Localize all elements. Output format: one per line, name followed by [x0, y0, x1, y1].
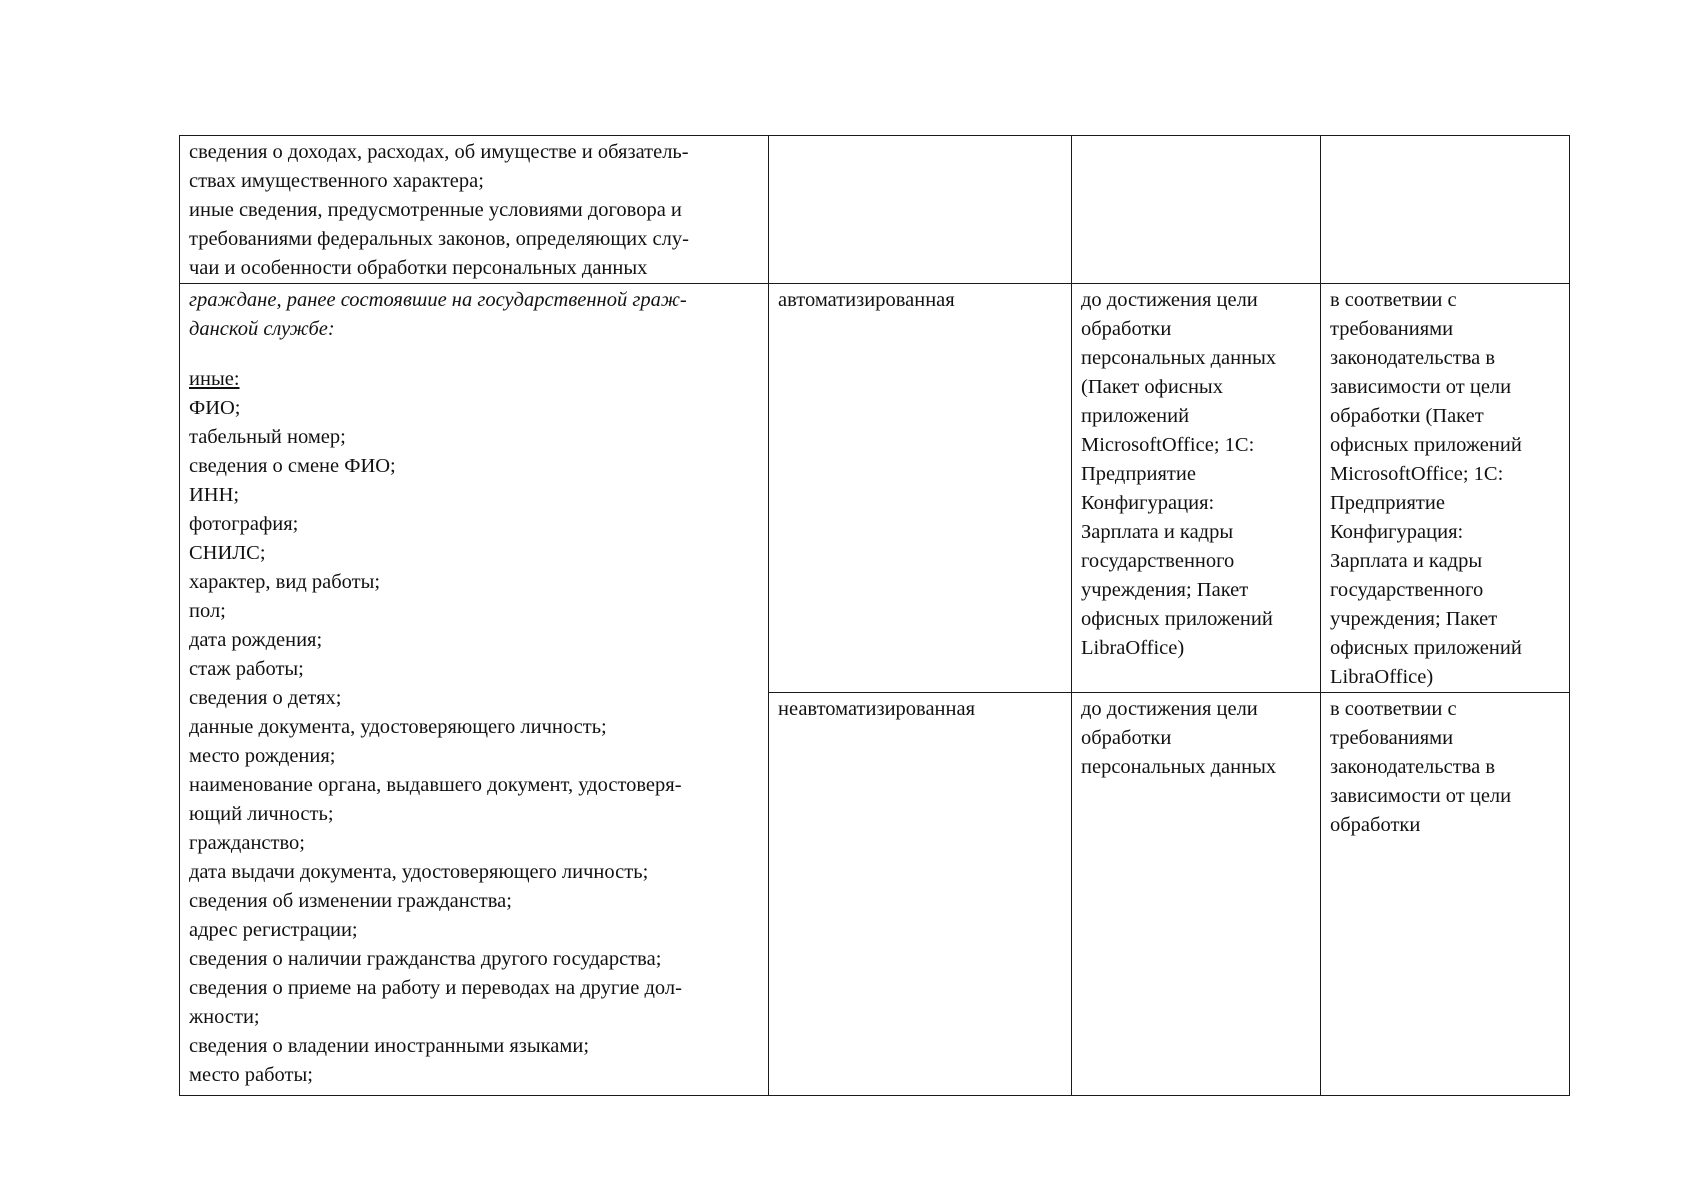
data-item: сведения о детях;: [189, 687, 342, 709]
processing-method: неавтоматизированная: [778, 698, 976, 720]
processing-method-cell: [769, 136, 1072, 284]
storage-term-cell: [1321, 284, 1570, 693]
text-line: обработки (Пакет: [1330, 405, 1484, 427]
processing-term-cell: [1072, 136, 1321, 284]
text-line: до достижения цели: [1081, 289, 1258, 311]
data-item: СНИЛС;: [189, 542, 266, 564]
data-item: наименование органа, выдавшего документ, удостоверя-: [189, 774, 682, 796]
text-line: Конфигурация:: [1330, 521, 1464, 543]
table-row: [180, 284, 1570, 693]
text-line: требованиями: [1330, 318, 1454, 340]
storage-term-cell: [1321, 136, 1570, 284]
data-item: гражданство;: [189, 832, 305, 854]
text-line: офисных приложений: [1330, 434, 1522, 456]
text-line: LibraOffice): [1081, 637, 1185, 659]
data-item: стаж работы;: [189, 658, 304, 680]
text-line: государственного: [1330, 579, 1484, 601]
data-item: сведения об изменении гражданства;: [189, 890, 512, 912]
text-line: в соответвии с: [1330, 698, 1457, 720]
text-line: учреждения; Пакет: [1330, 608, 1498, 630]
processing-term-cell: [1072, 284, 1321, 693]
data-item: жности;: [189, 1006, 260, 1028]
text-line: зависимости от цели: [1330, 376, 1512, 398]
data-item: пол;: [189, 600, 226, 622]
text-line: MicrosoftOffice; 1С:: [1081, 434, 1255, 456]
data-item: место рождения;: [189, 745, 336, 767]
data-item: сведения о смене ФИО;: [189, 455, 396, 477]
data-item: фотография;: [189, 513, 299, 535]
text-line: до достижения цели: [1081, 698, 1258, 720]
processing-method: автоматизированная: [778, 289, 955, 311]
text-line: чаи и особенности обработки персональных данных: [189, 257, 648, 279]
processing-term-cell: [1072, 693, 1321, 1096]
data-item: ФИО;: [189, 397, 241, 419]
text-line: персональных данных: [1081, 756, 1277, 778]
spacer: [189, 344, 759, 365]
data-item: сведения о владении иностранными языками;: [189, 1035, 590, 1057]
text-line: требованиями: [1330, 727, 1454, 749]
text-line: LibraOffice): [1330, 666, 1434, 688]
processing-method-cell: [769, 693, 1072, 1096]
data-item: сведения о приеме на работу и переводах на другие дол-: [189, 977, 682, 999]
text-line: Предприятие: [1081, 463, 1196, 485]
text-line: (Пакет офисных: [1081, 376, 1223, 398]
text-line: офисных приложений: [1330, 637, 1522, 659]
text-line: Зарплата и кадры: [1330, 550, 1483, 572]
subjects-data-cell: [180, 284, 769, 1096]
data-item: сведения о наличии гражданства другого государства;: [189, 948, 662, 970]
data-item: данные документа, удостоверяющего личность;: [189, 716, 607, 738]
subject-category: данской службе:: [189, 318, 335, 340]
group-label: иные:: [189, 368, 240, 390]
text-line: Предприятие: [1330, 492, 1445, 514]
data-item: дата выдачи документа, удостоверяющего личность;: [189, 861, 649, 883]
text-line: зависимости от цели: [1330, 785, 1512, 807]
text-line: MicrosoftOffice; 1С:: [1330, 463, 1504, 485]
text-line: офисных приложений: [1081, 608, 1273, 630]
text-line: обработки: [1081, 727, 1172, 749]
table-row: [180, 136, 1570, 284]
data-item: табельный номер;: [189, 426, 346, 448]
subject-category: граждане, ранее состоявшие на государственной граж-: [189, 289, 687, 311]
text-line: ствах имущественного характера;: [189, 170, 484, 192]
text-line: учреждения; Пакет: [1081, 579, 1249, 601]
text-line: Зарплата и кадры: [1081, 521, 1234, 543]
text-line: государственного: [1081, 550, 1235, 572]
text-line: иные сведения, предусмотренные условиями договора и: [189, 199, 682, 221]
text-line: обработки: [1330, 814, 1421, 836]
data-item: ИНН;: [189, 484, 240, 506]
text-line: обработки: [1081, 318, 1172, 340]
data-item: характер, вид работы;: [189, 571, 381, 593]
text-line: персональных данных: [1081, 347, 1277, 369]
text-line: в соответвии с: [1330, 289, 1457, 311]
personal-data-table: [179, 135, 1570, 1096]
data-item: ющий личность;: [189, 803, 334, 825]
data-item: место работы;: [189, 1064, 313, 1086]
data-item: адрес регистрации;: [189, 919, 358, 941]
text-line: законодательства в: [1330, 756, 1496, 778]
text-line: законодательства в: [1330, 347, 1496, 369]
data-item: дата рождения;: [189, 629, 323, 651]
data-categories-cell: [180, 136, 769, 284]
storage-term-cell: [1321, 693, 1570, 1096]
text-line: приложений: [1081, 405, 1190, 427]
text-line: Конфигурация:: [1081, 492, 1215, 514]
text-line: сведения о доходах, расходах, об имуществе и обязатель-: [189, 141, 689, 163]
processing-method-cell: [769, 284, 1072, 693]
text-line: требованиями федеральных законов, определяющих слу-: [189, 228, 689, 250]
